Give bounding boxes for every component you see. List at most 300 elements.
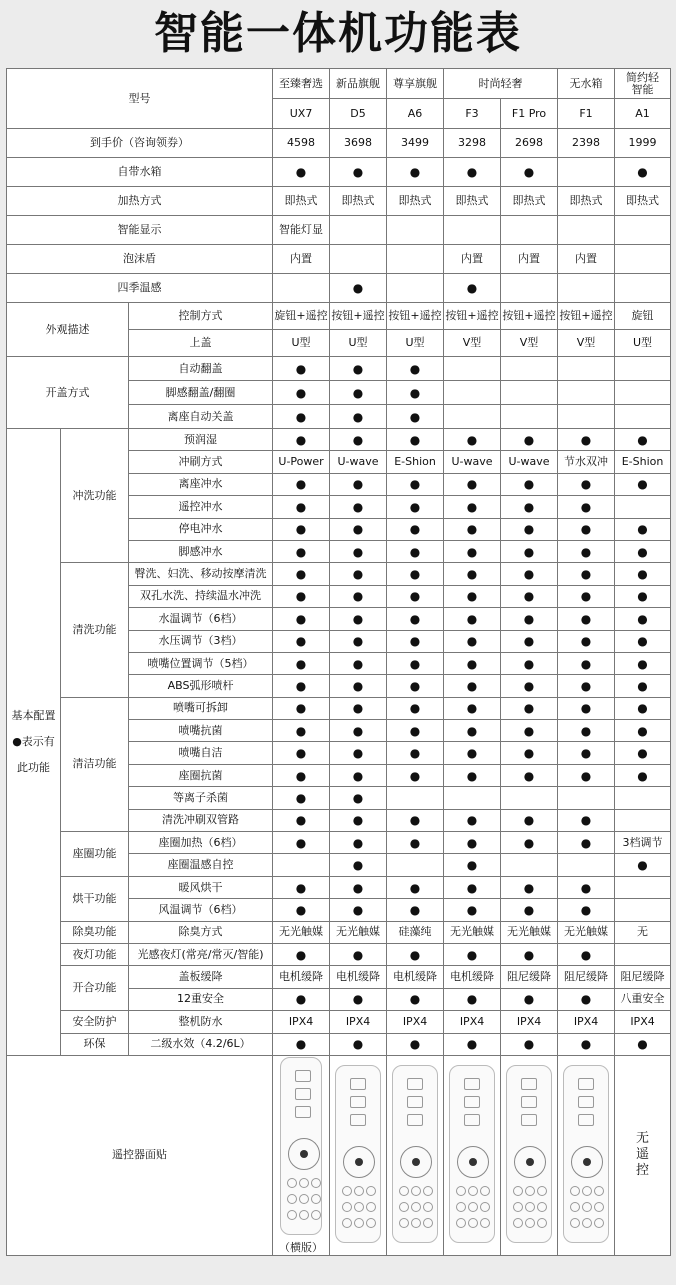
- group-label: 环保: [61, 1033, 129, 1055]
- table-row: [7, 697, 671, 719]
- feature-dot: ●: [444, 652, 501, 674]
- feature-label: ABS弧形喷杆: [129, 675, 273, 697]
- feature-label: 盖板缓降: [129, 966, 273, 988]
- value-cell: E-Shion: [615, 451, 671, 473]
- value-cell: [273, 854, 330, 876]
- feature-dot: ●: [387, 585, 444, 607]
- feature-dot: ●: [501, 652, 558, 674]
- feature-dot: ●: [558, 742, 615, 764]
- value-cell: 智能灯显: [273, 216, 330, 245]
- remote-control-icon: [506, 1065, 552, 1243]
- group-header: 新品旗舰: [330, 69, 387, 99]
- feature-dot: ●: [387, 473, 444, 495]
- value-cell: 内置: [444, 245, 501, 274]
- feature-label: 12重安全: [129, 988, 273, 1010]
- table-row: [7, 563, 671, 585]
- table-row: [7, 943, 671, 965]
- value-cell: 2398: [558, 129, 615, 158]
- value-cell: [615, 405, 671, 429]
- feature-dot: ●: [330, 473, 387, 495]
- feature-dot: ●: [273, 742, 330, 764]
- section-label: 外观描述: [7, 303, 129, 357]
- group-label: 烘干功能: [61, 876, 129, 921]
- value-cell: 无光触媒: [558, 921, 615, 943]
- feature-dot: ●: [387, 518, 444, 540]
- feature-dot: ●: [558, 630, 615, 652]
- value-cell: IPX4: [330, 1011, 387, 1033]
- feature-dot: ●: [273, 720, 330, 742]
- model-name: F1: [558, 99, 615, 129]
- value-cell: [615, 876, 671, 898]
- feature-dot: ●: [444, 697, 501, 719]
- value-cell: V型: [501, 330, 558, 357]
- table-row: [7, 1011, 671, 1033]
- feature-dot: ●: [273, 876, 330, 898]
- feature-dot: ●: [330, 1033, 387, 1055]
- table-row: [7, 303, 671, 330]
- feature-dot: ●: [558, 473, 615, 495]
- feature-dot: ●: [387, 899, 444, 921]
- feature-dot: ●: [444, 518, 501, 540]
- feature-label: 脚感冲水: [129, 540, 273, 562]
- feature-label: 加热方式: [7, 187, 273, 216]
- group-label: 清洁功能: [61, 697, 129, 831]
- feature-dot: ●: [387, 429, 444, 451]
- feature-dot: ●: [330, 381, 387, 405]
- feature-dot: ●: [501, 540, 558, 562]
- feature-dot: ●: [501, 158, 558, 187]
- feature-dot: ●: [330, 720, 387, 742]
- page-title: 智能一体机功能表: [154, 8, 522, 59]
- feature-dot: ●: [501, 563, 558, 585]
- feature-dot: ●: [330, 742, 387, 764]
- feature-dot: ●: [558, 943, 615, 965]
- remote-orientation-note: （横版）: [279, 1240, 324, 1254]
- feature-dot: ●: [444, 540, 501, 562]
- feature-dot: ●: [615, 652, 671, 674]
- feature-dot: ●: [387, 540, 444, 562]
- feature-dot: ●: [558, 832, 615, 854]
- value-cell: [501, 854, 558, 876]
- value-cell: 按钮+遥控: [330, 303, 387, 330]
- feature-dot: ●: [615, 764, 671, 786]
- group-header: 至臻奢选: [273, 69, 330, 99]
- feature-dot: ●: [501, 630, 558, 652]
- feature-dot: ●: [501, 585, 558, 607]
- feature-label: 控制方式: [129, 303, 273, 330]
- feature-dot: ●: [444, 585, 501, 607]
- remote-image-cell: [558, 1055, 615, 1255]
- value-cell: 旋钮: [615, 303, 671, 330]
- feature-dot: ●: [501, 496, 558, 518]
- value-cell: IPX4: [558, 1011, 615, 1033]
- feature-dot: ●: [501, 876, 558, 898]
- remote-control-icon: [335, 1065, 381, 1243]
- feature-dot: ●: [273, 563, 330, 585]
- table-row: [7, 216, 671, 245]
- remote-control-icon: [280, 1057, 322, 1235]
- value-cell: [501, 274, 558, 303]
- feature-dot: ●: [273, 943, 330, 965]
- remote-control-icon: [449, 1065, 495, 1243]
- feature-label: 暖风烘干: [129, 876, 273, 898]
- price-label: 到手价（咨询领券）: [7, 129, 273, 158]
- feature-label: 风温调节（6档）: [129, 899, 273, 921]
- value-cell: IPX4: [501, 1011, 558, 1033]
- feature-dot: ●: [615, 158, 671, 187]
- feature-dot: ●: [273, 630, 330, 652]
- value-cell: U-wave: [330, 451, 387, 473]
- feature-dot: ●: [501, 1033, 558, 1055]
- basic-config-line: 基本配置: [11, 708, 56, 722]
- feature-dot: ●: [444, 809, 501, 831]
- feature-label: 座圈抗菌: [129, 764, 273, 786]
- value-cell: 按钮+遥控: [501, 303, 558, 330]
- feature-dot: ●: [558, 876, 615, 898]
- feature-dot: ●: [273, 429, 330, 451]
- value-cell: [387, 787, 444, 809]
- value-cell: IPX4: [444, 1011, 501, 1033]
- feature-label: 预润湿: [129, 429, 273, 451]
- value-cell: 内置: [501, 245, 558, 274]
- feature-dot: ●: [273, 1033, 330, 1055]
- feature-label: 冲刷方式: [129, 451, 273, 473]
- value-cell: 2698: [501, 129, 558, 158]
- feature-dot: ●: [615, 854, 671, 876]
- value-cell: 即热式: [330, 187, 387, 216]
- feature-dot: ●: [330, 518, 387, 540]
- feature-dot: ●: [501, 832, 558, 854]
- feature-dot: ●: [501, 429, 558, 451]
- value-cell: [501, 216, 558, 245]
- feature-dot: ●: [615, 630, 671, 652]
- feature-label: 离座冲水: [129, 473, 273, 495]
- table-row: [7, 274, 671, 303]
- feature-dot: ●: [387, 943, 444, 965]
- value-cell: 内置: [273, 245, 330, 274]
- feature-dot: ●: [330, 496, 387, 518]
- value-cell: [387, 854, 444, 876]
- feature-dot: ●: [501, 697, 558, 719]
- feature-dot: ●: [387, 608, 444, 630]
- feature-dot: ●: [387, 876, 444, 898]
- value-cell: U型: [387, 330, 444, 357]
- feature-dot: ●: [330, 652, 387, 674]
- remote-image-cell: [273, 1055, 330, 1255]
- spec-table: [6, 68, 671, 1256]
- value-cell: [558, 405, 615, 429]
- value-cell: 八重安全: [615, 988, 671, 1010]
- value-cell: [501, 787, 558, 809]
- feature-label: 四季温感: [7, 274, 273, 303]
- feature-dot: ●: [444, 429, 501, 451]
- value-cell: [615, 809, 671, 831]
- value-cell: [558, 274, 615, 303]
- feature-dot: ●: [387, 988, 444, 1010]
- feature-dot: ●: [501, 518, 558, 540]
- value-cell: 旋钮+遥控: [273, 303, 330, 330]
- value-cell: 硅藻纯: [387, 921, 444, 943]
- feature-dot: ●: [273, 473, 330, 495]
- feature-label: 喷嘴自洁: [129, 742, 273, 764]
- model-label: 型号: [7, 69, 273, 129]
- value-cell: 按钮+遥控: [444, 303, 501, 330]
- feature-dot: ●: [501, 988, 558, 1010]
- value-cell: [501, 357, 558, 381]
- feature-dot: ●: [501, 809, 558, 831]
- feature-dot: ●: [330, 988, 387, 1010]
- value-cell: 无: [615, 921, 671, 943]
- table-row: [7, 129, 671, 158]
- feature-dot: ●: [615, 697, 671, 719]
- feature-dot: ●: [501, 675, 558, 697]
- value-cell: 无光触媒: [330, 921, 387, 943]
- feature-dot: ●: [273, 496, 330, 518]
- feature-label: 停电冲水: [129, 518, 273, 540]
- feature-dot: ●: [330, 832, 387, 854]
- feature-dot: ●: [558, 809, 615, 831]
- feature-dot: ●: [330, 608, 387, 630]
- feature-dot: ●: [273, 158, 330, 187]
- feature-dot: ●: [330, 158, 387, 187]
- table-row: [7, 357, 671, 381]
- value-cell: IPX4: [387, 1011, 444, 1033]
- feature-dot: ●: [558, 585, 615, 607]
- value-cell: [615, 943, 671, 965]
- value-cell: 4598: [273, 129, 330, 158]
- feature-dot: ●: [444, 158, 501, 187]
- model-name: A6: [387, 99, 444, 129]
- value-cell: [615, 245, 671, 274]
- feature-dot: ●: [444, 1033, 501, 1055]
- feature-label: 整机防水: [129, 1011, 273, 1033]
- table-row: [7, 245, 671, 274]
- feature-dot: ●: [330, 876, 387, 898]
- feature-dot: ●: [273, 540, 330, 562]
- feature-dot: ●: [387, 496, 444, 518]
- feature-dot: ●: [444, 563, 501, 585]
- feature-dot: ●: [330, 787, 387, 809]
- feature-dot: ●: [615, 675, 671, 697]
- value-cell: [615, 899, 671, 921]
- value-cell: U型: [273, 330, 330, 357]
- value-cell: 即热式: [387, 187, 444, 216]
- feature-dot: ●: [501, 742, 558, 764]
- feature-label: 上盖: [129, 330, 273, 357]
- feature-dot: ●: [444, 764, 501, 786]
- feature-dot: ●: [558, 496, 615, 518]
- group-label: 座圈功能: [61, 832, 129, 877]
- feature-dot: ●: [501, 608, 558, 630]
- feature-dot: ●: [615, 563, 671, 585]
- feature-dot: ●: [387, 630, 444, 652]
- group-label: 除臭功能: [61, 921, 129, 943]
- feature-dot: ●: [558, 540, 615, 562]
- feature-dot: ●: [444, 943, 501, 965]
- value-cell: U型: [330, 330, 387, 357]
- feature-dot: ●: [330, 429, 387, 451]
- remote-image-cell: [444, 1055, 501, 1255]
- value-cell: 3298: [444, 129, 501, 158]
- feature-dot: ●: [273, 585, 330, 607]
- feature-dot: ●: [615, 608, 671, 630]
- feature-dot: ●: [615, 585, 671, 607]
- table-row: [7, 429, 671, 451]
- feature-dot: ●: [444, 832, 501, 854]
- value-cell: V型: [558, 330, 615, 357]
- value-cell: 无光触媒: [273, 921, 330, 943]
- feature-label: 自带水箱: [7, 158, 273, 187]
- feature-dot: ●: [444, 608, 501, 630]
- feature-label: 脚感翻盖/翻圈: [129, 381, 273, 405]
- feature-dot: ●: [273, 764, 330, 786]
- feature-label: 光感夜灯(常亮/常灭/智能): [129, 943, 273, 965]
- feature-label: 喷嘴位置调节（5档）: [129, 652, 273, 674]
- feature-dot: ●: [387, 720, 444, 742]
- feature-dot: ●: [330, 585, 387, 607]
- value-cell: [558, 158, 615, 187]
- feature-dot: ●: [387, 764, 444, 786]
- model-name: A1: [615, 99, 671, 129]
- feature-dot: ●: [330, 899, 387, 921]
- value-cell: 节水双冲: [558, 451, 615, 473]
- feature-dot: ●: [558, 899, 615, 921]
- feature-dot: ●: [387, 405, 444, 429]
- value-cell: [558, 357, 615, 381]
- value-cell: [444, 405, 501, 429]
- value-cell: 3档调节: [615, 832, 671, 854]
- value-cell: 即热式: [273, 187, 330, 216]
- feature-dot: ●: [330, 540, 387, 562]
- group-label: 夜灯功能: [61, 943, 129, 965]
- feature-dot: ●: [558, 652, 615, 674]
- value-cell: [387, 216, 444, 245]
- feature-dot: ●: [444, 496, 501, 518]
- feature-dot: ●: [444, 630, 501, 652]
- feature-label: 遥控冲水: [129, 496, 273, 518]
- table-row: [7, 832, 671, 854]
- feature-label: 双孔水洗、持续温水冲洗: [129, 585, 273, 607]
- feature-dot: ●: [558, 720, 615, 742]
- section-label: 开盖方式: [7, 357, 129, 429]
- value-cell: 3698: [330, 129, 387, 158]
- value-cell: [444, 357, 501, 381]
- value-cell: U-wave: [444, 451, 501, 473]
- feature-dot: ●: [444, 473, 501, 495]
- feature-label: 喷嘴可拆卸: [129, 697, 273, 719]
- value-cell: 电机缓降: [444, 966, 501, 988]
- model-name: F3: [444, 99, 501, 129]
- feature-dot: ●: [387, 809, 444, 831]
- feature-label: 泡沫盾: [7, 245, 273, 274]
- value-cell: E-Shion: [387, 451, 444, 473]
- feature-dot: ●: [615, 1033, 671, 1055]
- feature-dot: ●: [387, 381, 444, 405]
- value-cell: 阻尼缓降: [558, 966, 615, 988]
- value-cell: U型: [615, 330, 671, 357]
- feature-dot: ●: [330, 809, 387, 831]
- value-cell: [387, 274, 444, 303]
- feature-dot: ●: [273, 608, 330, 630]
- feature-dot: ●: [387, 652, 444, 674]
- feature-dot: ●: [501, 473, 558, 495]
- feature-dot: ●: [330, 630, 387, 652]
- group-label: 安全防护: [61, 1011, 129, 1033]
- value-cell: 即热式: [558, 187, 615, 216]
- value-cell: 电机缓降: [330, 966, 387, 988]
- feature-dot: ●: [330, 697, 387, 719]
- feature-dot: ●: [558, 764, 615, 786]
- feature-dot: ●: [273, 652, 330, 674]
- value-cell: 电机缓降: [273, 966, 330, 988]
- value-cell: IPX4: [273, 1011, 330, 1033]
- feature-dot: ●: [387, 675, 444, 697]
- feature-dot: ●: [444, 274, 501, 303]
- value-cell: [558, 787, 615, 809]
- value-cell: 即热式: [615, 187, 671, 216]
- value-cell: 阻尼缓降: [501, 966, 558, 988]
- table-row: [7, 921, 671, 943]
- value-cell: [501, 405, 558, 429]
- feature-dot: ●: [387, 563, 444, 585]
- remote-image-cell: [387, 1055, 444, 1255]
- feature-dot: ●: [558, 563, 615, 585]
- feature-dot: ●: [444, 854, 501, 876]
- value-cell: V型: [444, 330, 501, 357]
- feature-label: 离座自动关盖: [129, 405, 273, 429]
- feature-dot: ●: [330, 854, 387, 876]
- feature-dot: ●: [558, 675, 615, 697]
- feature-label: 水温调节（6档）: [129, 608, 273, 630]
- remote-control-icon: [563, 1065, 609, 1243]
- value-cell: [501, 381, 558, 405]
- feature-dot: ●: [330, 274, 387, 303]
- feature-label: 座圈加热（6档）: [129, 832, 273, 854]
- value-cell: [615, 216, 671, 245]
- feature-dot: ●: [273, 381, 330, 405]
- feature-dot: ●: [387, 742, 444, 764]
- model-name: UX7: [273, 99, 330, 129]
- value-cell: U-wave: [501, 451, 558, 473]
- feature-dot: ●: [330, 675, 387, 697]
- table-row: [7, 1055, 671, 1255]
- value-cell: 电机缓降: [387, 966, 444, 988]
- value-cell: 1999: [615, 129, 671, 158]
- feature-dot: ●: [501, 764, 558, 786]
- feature-dot: ●: [273, 357, 330, 381]
- feature-dot: ●: [273, 899, 330, 921]
- feature-dot: ●: [444, 720, 501, 742]
- feature-dot: ●: [501, 899, 558, 921]
- value-cell: 内置: [558, 245, 615, 274]
- feature-label: 等离子杀菌: [129, 787, 273, 809]
- group-header: 时尚轻奢: [444, 69, 558, 99]
- feature-label: 智能显示: [7, 216, 273, 245]
- value-cell: [444, 216, 501, 245]
- remote-control-icon: [392, 1065, 438, 1243]
- remote-image-cell: [501, 1055, 558, 1255]
- table-row: [7, 187, 671, 216]
- feature-dot: ●: [273, 809, 330, 831]
- value-cell: [615, 357, 671, 381]
- feature-dot: ●: [387, 697, 444, 719]
- group-header: 尊享旗舰: [387, 69, 444, 99]
- feature-label: 座圈温感自控: [129, 854, 273, 876]
- feature-dot: ●: [387, 1033, 444, 1055]
- basic-config-label: [7, 429, 61, 1056]
- value-cell: [615, 381, 671, 405]
- value-cell: [558, 216, 615, 245]
